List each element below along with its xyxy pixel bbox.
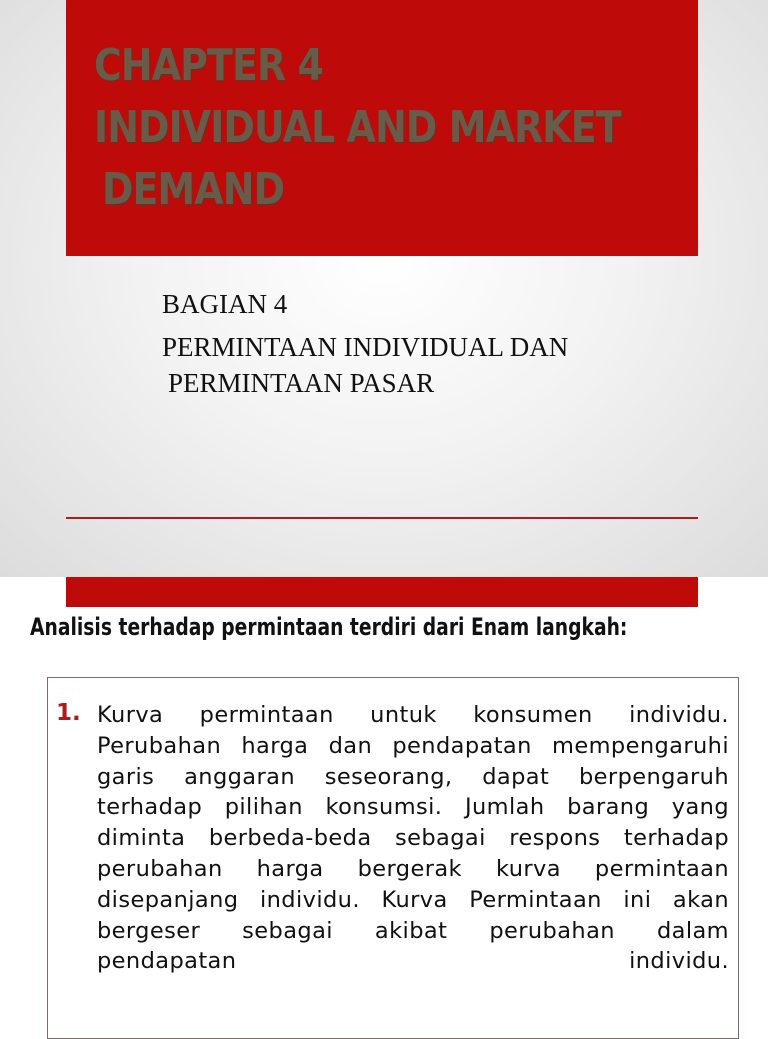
list-item-text: Kurva permintaan untuk konsumen individu. Perubahan harga dan pendapatan mempengaruhi garis anggaran seseorang, dapat berpengaruh terhadap pilihan konsumsi. Jumlah barang yang diminta berbeda-beda sebagai respons terhadap perubahan harga bergerak kurva permintaan disepanjang individu. Kurva Permintaan ini akan bergeser sebagai akibat perubahan dalam pendapatan individu. <box>97 702 729 975</box>
subtitle-line-1: BAGIAN 4 <box>162 289 288 319</box>
content-box <box>47 677 739 1039</box>
slide2-heading: Analisis terhadap permintaan terdiri dari Enam langkah: <box>30 613 628 641</box>
subtitle-line-2: PERMINTAAN INDIVIDUAL DAN <box>162 332 569 362</box>
title-line-1: CHAPTER 4 <box>94 40 324 91</box>
slide2-red-strip <box>66 577 698 607</box>
subtitle-line-3: PERMINTAAN PASAR <box>168 368 435 398</box>
divider-line <box>66 517 698 519</box>
title-line-3: DEMAND <box>102 164 285 215</box>
title-banner <box>66 0 698 256</box>
title-line-2: INDIVIDUAL AND MARKET <box>94 102 621 153</box>
list-number: 1. <box>56 700 81 726</box>
